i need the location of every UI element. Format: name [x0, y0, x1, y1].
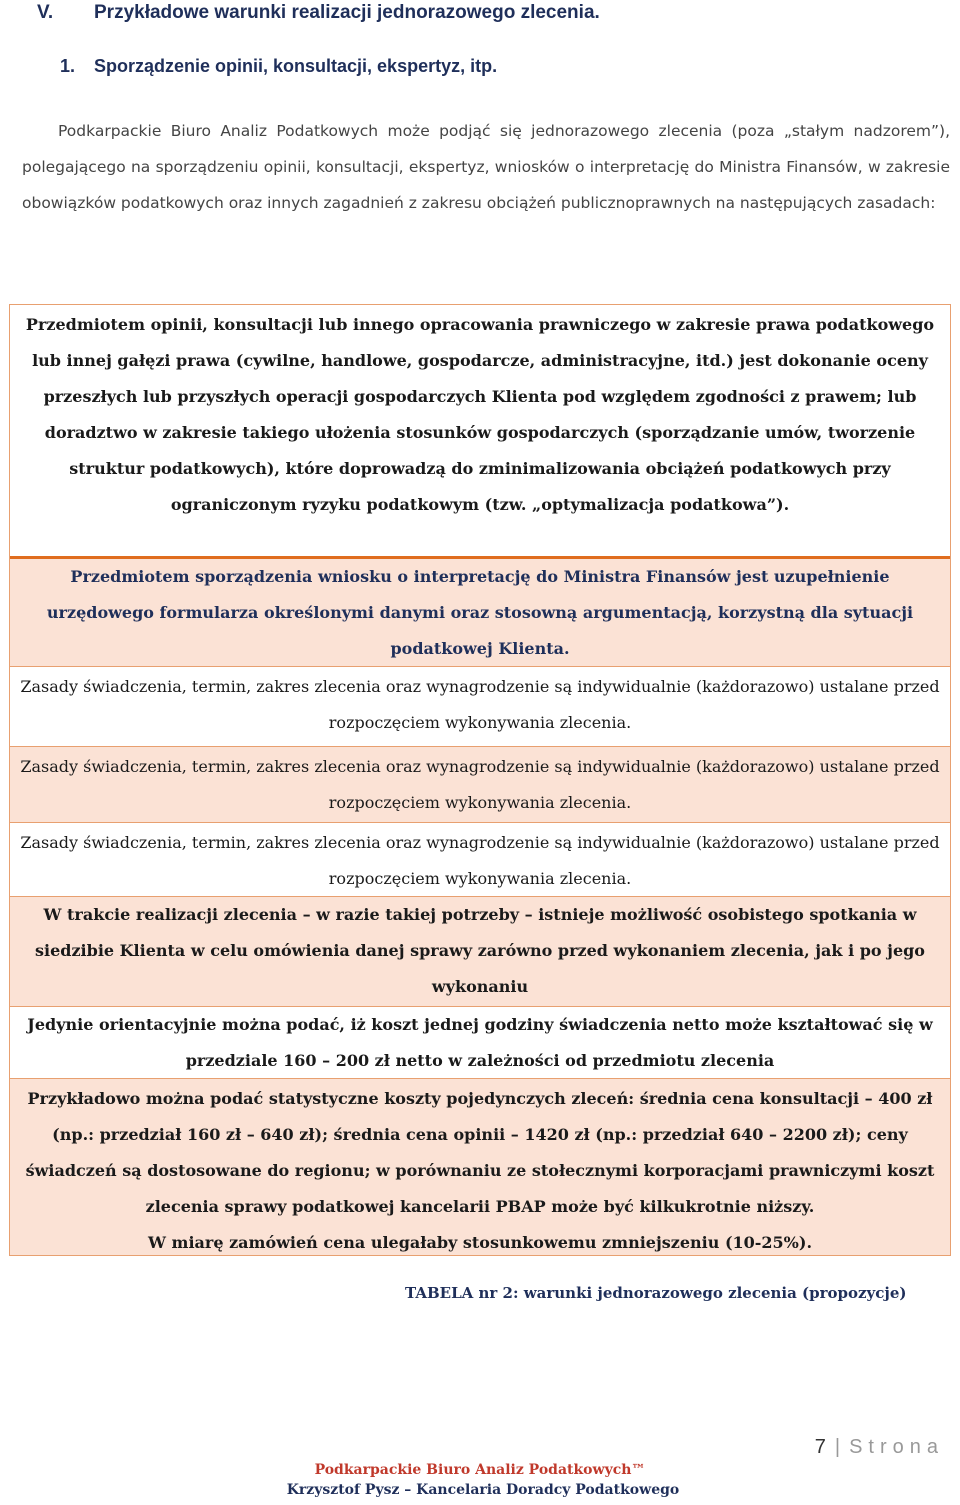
page-word: Strona [849, 1436, 944, 1458]
page-separator: | [834, 1436, 842, 1458]
row-terms-2: Zasady świadczenia, termin, zakres zlecenia oraz wynagrodzenie są indywidualnie (każdorazowo) ustalane przed rozpoczęciem wykonywania zlecenia. [10, 747, 950, 823]
discount-text: W miarę zamówień cena ulegałaby stosunkowemu zmniejszeniu (10-25%). [147, 1233, 813, 1252]
page-number-value: 7 [814, 1436, 827, 1458]
row-hourly-rate: Jedynie orientacyjnie można podać, iż koszt jednej godziny świadczenia netto może kształtować się w przedziale 160 – 200 zł netto w zależności od przedmiotu zlecenia [10, 1007, 950, 1079]
conditions-table [9, 304, 951, 1256]
row-example-costs [10, 1079, 950, 1255]
row-opinion-scope: Przedmiotem opinii, konsultacji lub innego opracowania prawniczego w zakresie prawa podatkowego lub innej gałęzi prawa (cywilne, handlowe, gospodarcze, administracyjne, itd.) jest dokonanie oceny przeszłych lub przyszłych operacji gospodarczych Klienta pod względem zgodności z prawem; lub doradztwo w zakresie takiego ułożenia stosunków gospodarczych (sporządzanie umów, tworzenie struktur podatkowych), które doprowadzą do zminimalizowania obciążeń podatkowych przy ograniczonym ryzyku podatkowym (tzw. „optymalizacja podatkowa”). [10, 305, 950, 559]
row-terms-3: Zasady świadczenia, termin, zakres zlecenia oraz wynagrodzenie są indywidualnie (każdorazowo) ustalane przed rozpoczęciem wykonywania zlecenia. [10, 823, 950, 897]
table-caption: TABELA nr 2: warunki jednorazowego zlecenia (propozycje) [405, 1284, 907, 1302]
section-title: Przykładowe warunki realizacji jednorazowego zlecenia. [94, 2, 600, 23]
intro-paragraph: Podkarpackie Biuro Analiz Podatkowych może podjąć się jednorazowego zlecenia (poza „stałym nadzorem”), polegającego na sporządzeniu opinii, konsultacji, ekspertyz, wniosków o interpretację do Ministra Finansów, w zakresie obowiązków podatkowych oraz innych zagadnień z zakresu obciążeń publicznoprawnych na następujących zasadach: [22, 122, 950, 212]
row-meeting: W trakcie realizacji zlecenia – w razie takiej potrzeby – istnieje możliwość osobistego spotkania w siedzibie Klienta w celu omówienia danej sprawy zarówno przed wykonaniem zlecenia, jak i po jego wykonaniu [10, 897, 950, 1007]
footer-office: Krzysztof Pysz – Kancelaria Doradcy Podatkowego [286, 1482, 680, 1498]
example-costs-text: Przykładowo można podać statystyczne koszty pojedynczych zleceń: średnia cena konsultacji – 400 zł (np.: przedział 160 zł – 640 zł); średnia cena opinii – 1420 zł (np.: przedział 640 – 2200 zł); ceny świadczeń są dostosowane do regionu; w porównaniu ze stołecznymi korporacjami prawniczymi koszt zlecenia sprawy podatkowej kancelarii PBAP może być kilkukrotnie niższy. [25, 1089, 935, 1216]
subsection-number: 1. [60, 56, 76, 76]
subsection-heading [60, 53, 497, 79]
section-number: V. [37, 2, 54, 23]
page-number [815, 1436, 944, 1459]
row-interpretation-scope: Przedmiotem sporządzenia wniosku o interpretację do Ministra Finansów jest uzupełnienie urzędowego formularza określonymi danymi oraz stosowną argumentacją, korzystną dla sytuacji podatkowej Klienta. [10, 559, 950, 667]
section-heading [37, 0, 600, 26]
subsection-title: Sporządzenie opinii, konsultacji, ekspertyz, itp. [94, 56, 498, 76]
footer-company: Podkarpackie Biuro Analiz Podatkowych™ [314, 1462, 646, 1478]
row-terms-1: Zasady świadczenia, termin, zakres zlecenia oraz wynagrodzenie są indywidualnie (każdorazowo) ustalane przed rozpoczęciem wykonywania zlecenia. [10, 667, 950, 747]
